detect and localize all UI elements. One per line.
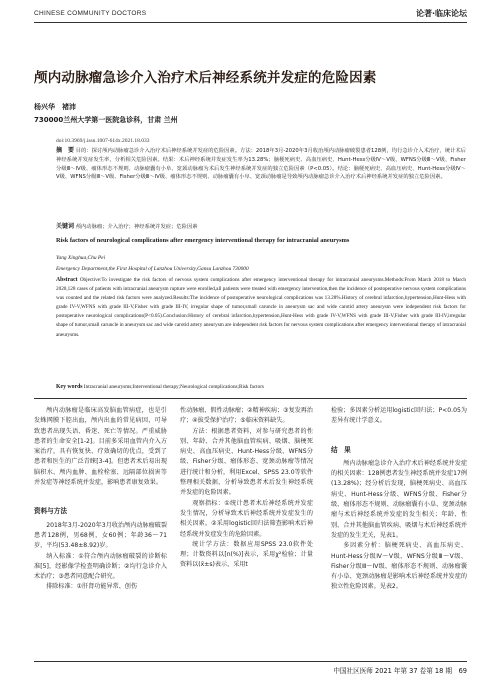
journal-name-en: CHINESE COMMUNITY DOCTORS	[34, 10, 147, 17]
footer-rule	[34, 661, 467, 662]
abstract-rule	[34, 398, 467, 399]
keywords-cn-label: 关键词	[56, 223, 75, 230]
results-paragraph-1: 颅内动脉瘤急诊介入治疗术后神经系统并发症的相关因素：128例患者发生神经系统并发症17例(13.28%)；经分析后发现，脑梗死病史、高血压病史、Hunt-Hess分级、WFNS分级、Fisher分级、瘤体形态不规则、动脉瘤囊有小阜、宽颈动脉瘤与术后神经系统并发症的发生相关；年龄、性别、合并其他脑血管疾病、吸烟与术后神经系统并发症的发生无关，见表1。	[331, 459, 467, 539]
keywords-cn	[56, 223, 466, 232]
abstract-cn-text: 目的：探讨颅内动脉瘤急诊介入治疗术后神经系统并发症的危险因素。方法：2018年3月-2020年3月收治颅内动脉瘤破裂患者128例，均行急诊介入术治疗，统计术后神经系统并发症发生率，分析相关危险因素。结果：术后神经系统并发症发生率为13.28%；脑梗死病史、高血压病史、Hunt-Hess分级Ⅳ～Ⅴ级、WFNS分级Ⅲ～Ⅴ级、Fisher分级Ⅲ～Ⅳ级、瘤体形态不规则、动脉瘤囊有小阜、宽颈动脉瘤为术后发生神经系统并发症的独立危险因素（P<0.05）。结论：脑梗死病史、高血压病史、Hunt-Hess分级Ⅳ～Ⅴ级、WFNS分级Ⅲ～Ⅴ级、Fisher分级Ⅲ～Ⅳ级、瘤体形态不规则、动脉瘤囊有小阜、宽颈动脉瘤是导致颅内动脉瘤急诊介入治疗术后神经系统并发症的独立危险因素。	[56, 148, 466, 181]
results-heading: 结 果	[331, 445, 351, 454]
article-title: 颅内动脉瘤急诊介入治疗术后神经系统并发症的危险因素	[34, 70, 377, 86]
page-footer: 中国社区医师 2021 年第 37 卷第 18 期 69	[333, 667, 467, 675]
english-abstract	[56, 276, 466, 340]
observation-paragraph: 观察指标：①统计患者术后神经系统并发症发生情况，分析导致术后神经系统并发症发生的相关因素。②采用logistic回归法筛查影响术后神经系统并发症发生的危险因素。	[180, 499, 313, 538]
statistics-continued: 检验；多因素分析运用logistic回归法；P<0.05为差异有统计学意义。	[331, 407, 467, 425]
authors: 杨兴华 褚沛	[34, 103, 76, 111]
doi: doi:10.3969/j.issn.1007-614x.2021.18.033	[56, 138, 150, 144]
section-gap	[34, 488, 167, 498]
methods-paragraph: 2018年3月-2020年3月收治颅内动脉瘤破裂患者128例，男68例，女60例；年龄36～71岁，平均(53.48±8.92)岁。	[34, 521, 167, 550]
body-column-1	[34, 406, 167, 593]
english-title: Risk factors of neurological complications after emergency interventional therapy for intracranial aneurysms	[56, 237, 350, 244]
inclusion-paragraph: 纳入标准：①符合颅内动脉瘤破裂的诊断标准[5]，经影像学检查明确诊断；②均行急诊介入术治疗；③患者同意配合研究。	[34, 552, 167, 581]
english-affiliation: Emergency Department,the First Hospital of Lanzhou University,Gansu Lanzhou 730000	[56, 266, 249, 272]
exclusion-continued: 性动脉瘤、假性动脉瘤；②精神疾病；③复发再治疗；④拔受保护治疗；⑤临床资料缺失。	[180, 407, 313, 425]
exclusion-paragraph: 排除标准：①肝肾功能异常、创伤	[46, 583, 137, 591]
english-keywords-label: Key words	[56, 384, 83, 390]
methods-detail-paragraph: 方法：根据患者资料，对参与研究患者的性别、年龄、合并其他脑血管疾病、吸烟、脑梗死病史、高血压病史、Hunt-Hess分级、WFNS分级、Fisher分级、瘤体形态、宽颈动脉瘤等情况进行统计和分析，利用Excel、SPSS 23.0等软件整理相关数据，分析导致患者术后发生神经系统并发症的危险因素。	[180, 427, 313, 497]
section-gap	[331, 427, 467, 437]
header-rule	[34, 22, 467, 23]
results-paragraph-2: 多因素分析：脑梗死病史、高血压病史、Hunt-Hess分级Ⅳ～Ⅴ级、WFNS分级Ⅲ～Ⅴ级、Fisher分级Ⅲ～Ⅳ级、瘤体形态不规则、动脉瘤囊有小阜、宽颈动脉瘤是影响术后神经系统并发症的独立性危险因素。见表2。	[331, 542, 467, 591]
english-keywords	[56, 384, 466, 390]
statistics-paragraph: 统计学方法：数据应用SPSS 23.0软件处理；计数资料以[n(%)]表示，采用χ²检验；计量资料以(x̄±s)表示，采用t	[180, 540, 313, 569]
section-label: 论著·临床论坛	[415, 9, 467, 18]
english-authors: Yang Xinghua,Chu Pei	[56, 255, 106, 261]
intro-paragraph: 颅内动脉瘤是临床高发脑血管病症，也是引发蛛网膜下腔出血，颅内出血的常见病因，可导致患者出现失语、昏迷、死亡等情况。严重威胁患者的生命安全[1-2]。目前多采用血管内介入方案治疗，具有恢复快、疗效确切的优点，受到了患者和医生的广泛青睐[3-4]。但患者术后易出现脑积水、颅内血肿、血栓栓塞、远隔部位损害等并发症等神经系统并发症，影响患者康复效果。	[34, 407, 167, 487]
english-keywords-text: Intracranial aneurysms;Interventional therapy;Neurological complications;Risk factors	[83, 384, 264, 390]
body-column-2	[180, 406, 313, 571]
body-column-3	[331, 406, 467, 593]
abstract-cn	[56, 147, 466, 182]
methods-heading: 资料与方法	[34, 507, 67, 516]
keywords-cn-text: 颅内动脉瘤；介入治疗；神经系统并发症；危险因素	[75, 224, 198, 230]
abstract-cn-label: 摘 要	[56, 147, 75, 154]
english-abstract-text: Objective:To investigate the risk factors of nervous system complications after emergency interventional therapy for intracranial aneurysms.Methods:From March 2018 to March 2020,128 cases of patients with intracranial aneurysm rupture were enrolled,all patients were treated with emergency intervention,then the incidence of postoperative nervous system complications was counted and the related risk factors were analyzed.Results:The incidence of postoperative neurological complications was 13.28%.History of cerebral infarction,hypertension,Hunt-Hess with grade IV-V,WFNS with grade III-V,Fisher with grade III-IV, irregular shape of tumor,small caruncle in aneurysm sac and wide carotid artery aneurysm were independent risk factors for postoperative neurological complications(P<0.05).Conclusion:History of cerebral infarction,hypertension,Hunt-Hess with grade IV-V,WFNS with grade III-V,Fisher with grade III-IV,irregular shape of tumor,small caruncle in aneurysm sac and wide carotid artery aneurysm are independent risk factors for nervous system complications after emergency interventional therapy of intracranial aneurysms.	[56, 277, 467, 338]
affiliation: 730000兰州大学第一医院急诊科，甘肃 兰州	[34, 116, 178, 124]
english-abstract-label: Abstract	[56, 277, 78, 283]
